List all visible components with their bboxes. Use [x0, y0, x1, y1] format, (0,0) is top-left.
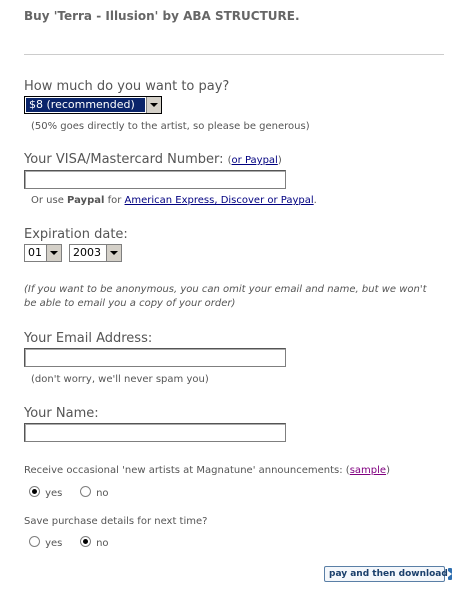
chevron-down-icon: [46, 245, 61, 261]
announcements-no-label: no: [96, 488, 109, 499]
save-no-radio[interactable]: [80, 536, 91, 547]
email-note: (don't worry, we'll never spam you): [31, 374, 209, 385]
or-paypal-link[interactable]: or Paypal: [231, 155, 278, 166]
announcements-label: Receive occasional 'new artists at Magnatune' announcements: (: [24, 465, 350, 476]
pay-and-download-button[interactable]: [324, 566, 448, 582]
alt-paypal-bold: Paypal: [67, 195, 105, 206]
expiration-year-value: 2003: [73, 246, 101, 259]
save-no-option: [80, 531, 109, 550]
save-details-label: Save purchase details for next time?: [24, 516, 208, 527]
arrow-right-icon: [448, 568, 452, 580]
announcements-row: [24, 465, 390, 476]
announcements-yes-label: yes: [45, 488, 63, 499]
alt-prefix: Or use: [31, 195, 68, 206]
sample-link[interactable]: sample: [349, 465, 387, 476]
card-label-row: [24, 152, 282, 167]
pay-button-label: pay and then download: [329, 569, 448, 579]
announcements-yes-option: [29, 481, 62, 500]
save-yes-label: yes: [45, 538, 63, 549]
save-yes-option: [29, 531, 62, 550]
paypal-open-paren: (: [227, 155, 232, 166]
card-label: Your VISA/Mastercard Number:: [24, 152, 224, 167]
email-label: Your Email Address:: [24, 331, 153, 346]
expiration-month-select[interactable]: [24, 244, 62, 262]
expiration-label: Expiration date:: [24, 227, 128, 242]
chevron-down-icon: [146, 97, 161, 113]
name-input[interactable]: [24, 423, 286, 442]
amount-select-value: $8 (recommended): [26, 98, 145, 112]
alt-end: .: [313, 195, 317, 206]
chevron-down-icon: [106, 245, 121, 261]
amount-note: (50% goes directly to the artist, so please be generous): [31, 121, 310, 132]
anon-note-line2: be able to email you a copy of your order): [24, 298, 236, 309]
page-title: Buy 'Terra - Illusion' by ABA STRUCTURE.: [24, 9, 300, 23]
alt-for: for: [104, 195, 125, 206]
announcements-yes-radio[interactable]: [29, 486, 40, 497]
save-no-label: no: [96, 538, 109, 549]
amount-select[interactable]: [24, 96, 162, 114]
name-label: Your Name:: [24, 406, 99, 421]
announcements-close-paren: ): [386, 465, 390, 476]
announcements-no-option: [80, 481, 109, 500]
amount-label: How much do you want to pay?: [24, 79, 230, 94]
expiration-year-select[interactable]: [69, 244, 122, 262]
alt-payment-note: [31, 195, 317, 206]
email-input[interactable]: [24, 348, 286, 367]
anon-note-line1: (If you want to be anonymous, you can omit your email and name, but we won't: [24, 284, 427, 295]
alt-cards-link[interactable]: American Express, Discover or Paypal: [124, 195, 314, 206]
announcements-no-radio[interactable]: [80, 486, 91, 497]
save-yes-radio[interactable]: [29, 536, 40, 547]
card-number-input[interactable]: [24, 170, 286, 189]
divider: [24, 54, 444, 55]
paypal-close-paren: ): [277, 155, 282, 166]
expiration-month-value: 01: [28, 246, 42, 259]
